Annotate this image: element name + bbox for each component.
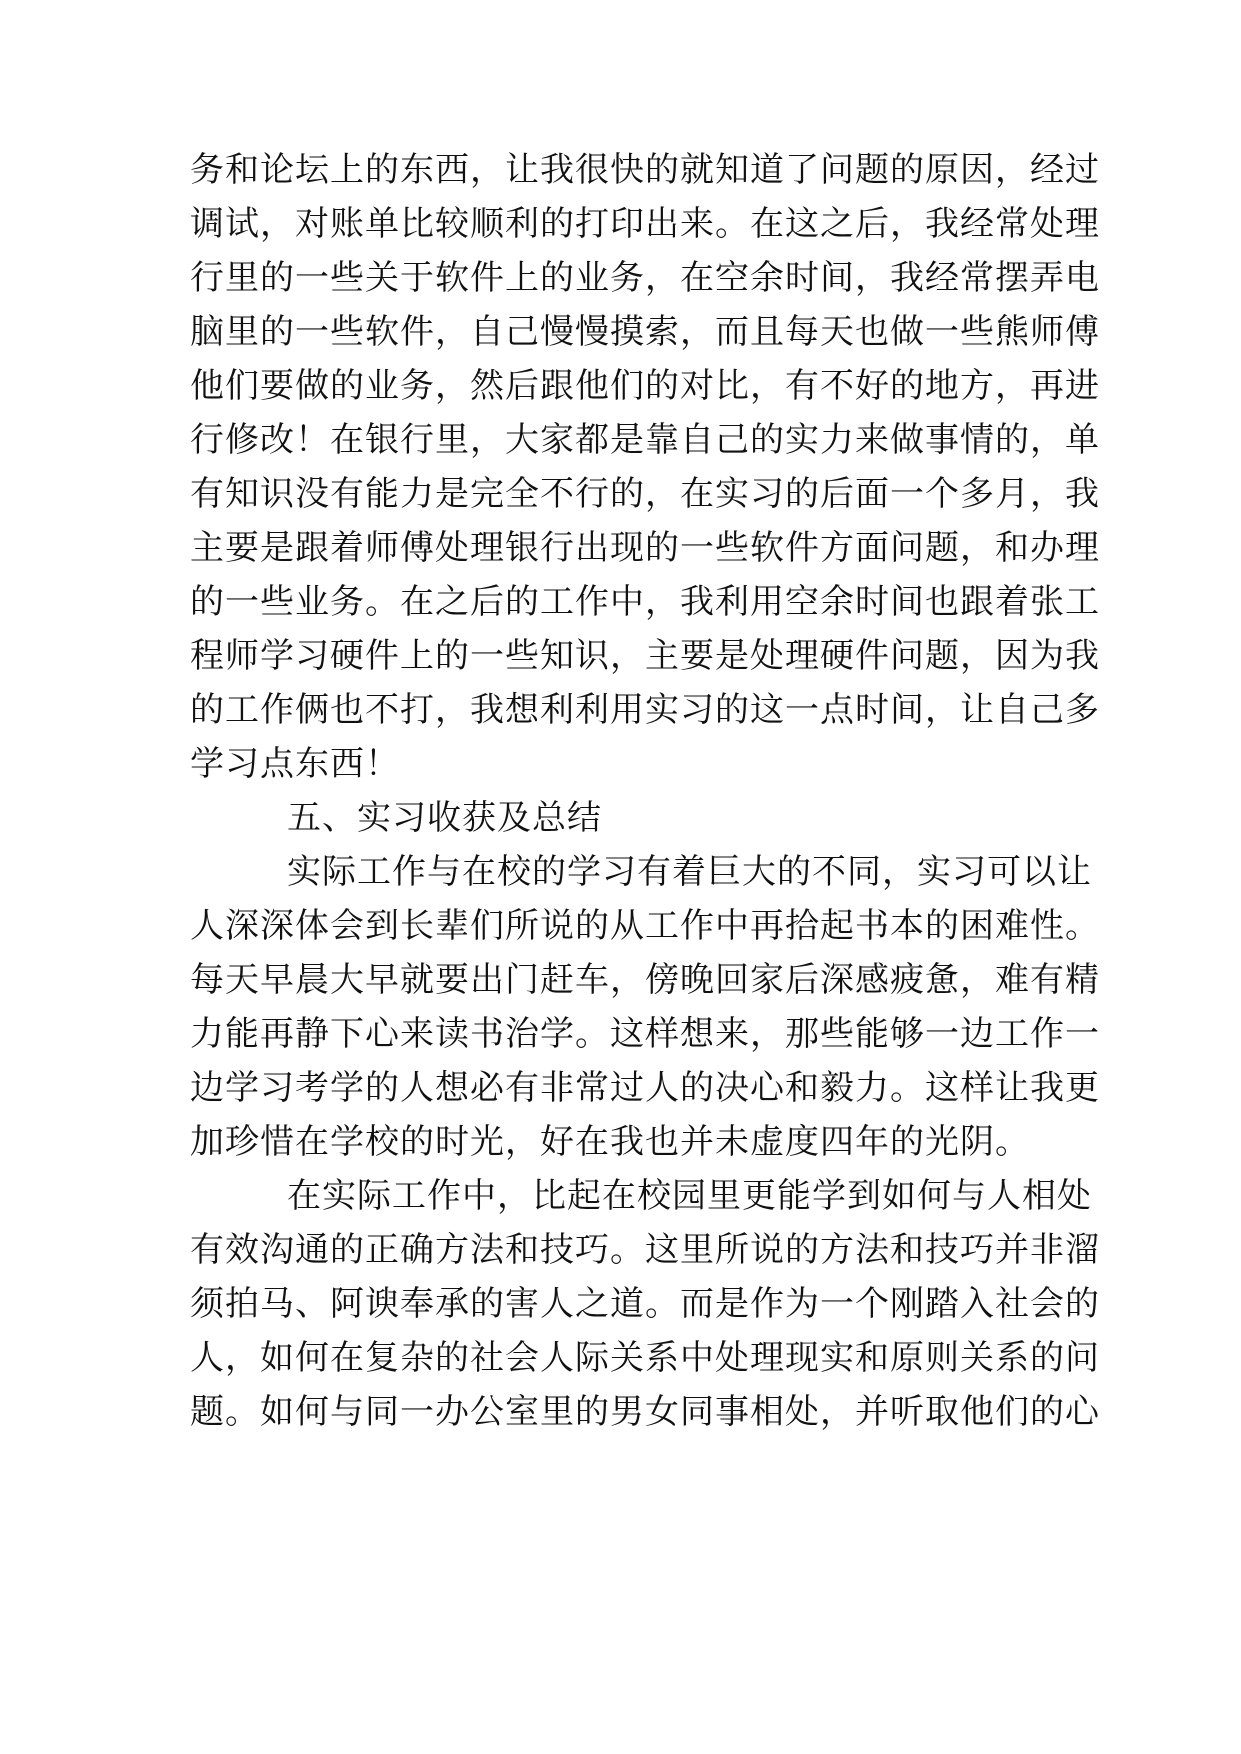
text-line: 行里的一些关于软件上的业务，在空余时间，我经常摆弄电: [190, 258, 1100, 298]
text-line: 调试，对账单比较顺利的打印出来。在这之后，我经常处理: [190, 204, 1100, 244]
text-line: 力能再静下心来读书治学。这样想来，那些能够一边工作一: [190, 1014, 1100, 1054]
text-line: 题。如何与同一办公室里的男女同事相处，并听取他们的心: [190, 1392, 1100, 1432]
text-line: 务和论坛上的东西，让我很快的就知道了问题的原因，经过: [190, 150, 1100, 190]
text-line: 在实际工作中，比起在校园里更能学到如何与人相处: [287, 1176, 1092, 1216]
text-line: 加珍惜在学校的时光，好在我也并未虚度四年的光阴。: [190, 1122, 1030, 1162]
text-line: 须拍马、阿谀奉承的害人之道。而是作为一个刚踏入社会的: [190, 1284, 1100, 1324]
text-line: 行修改！在银行里，大家都是靠自己的实力来做事情的，单: [190, 420, 1100, 460]
text-line: 的一些业务。在之后的工作中，我利用空余时间也跟着张工: [190, 582, 1100, 622]
text-line: 学习点东西！: [190, 744, 400, 784]
text-line: 边学习考学的人想必有非常过人的决心和毅力。这样让我更: [190, 1068, 1100, 1108]
text-line: 人深深体会到长辈们所说的从工作中再拾起书本的困难性。: [190, 906, 1100, 946]
text-line: 每天早晨大早就要出门赶车，傍晚回家后深感疲惫，难有精: [190, 960, 1100, 1000]
section-heading: 五、实习收获及总结: [287, 798, 602, 838]
text-line: 的工作俩也不打，我想利利用实习的这一点时间，让自己多: [190, 690, 1100, 730]
text-line: 实际工作与在校的学习有着巨大的不同，实习可以让: [287, 852, 1092, 892]
text-line: 人，如何在复杂的社会人际关系中处理现实和原则关系的问: [190, 1338, 1100, 1378]
text-line: 有知识没有能力是完全不行的，在实习的后面一个多月，我: [190, 474, 1100, 514]
text-line: 主要是跟着师傅处理银行出现的一些软件方面问题，和办理: [190, 528, 1100, 568]
text-line: 脑里的一些软件，自己慢慢摸索，而且每天也做一些熊师傅: [190, 312, 1100, 352]
text-line: 有效沟通的正确方法和技巧。这里所说的方法和技巧并非溜: [190, 1230, 1100, 1270]
text-line: 他们要做的业务，然后跟他们的对比，有不好的地方，再进: [190, 366, 1100, 406]
text-line: 程师学习硬件上的一些知识，主要是处理硬件问题，因为我: [190, 636, 1100, 676]
